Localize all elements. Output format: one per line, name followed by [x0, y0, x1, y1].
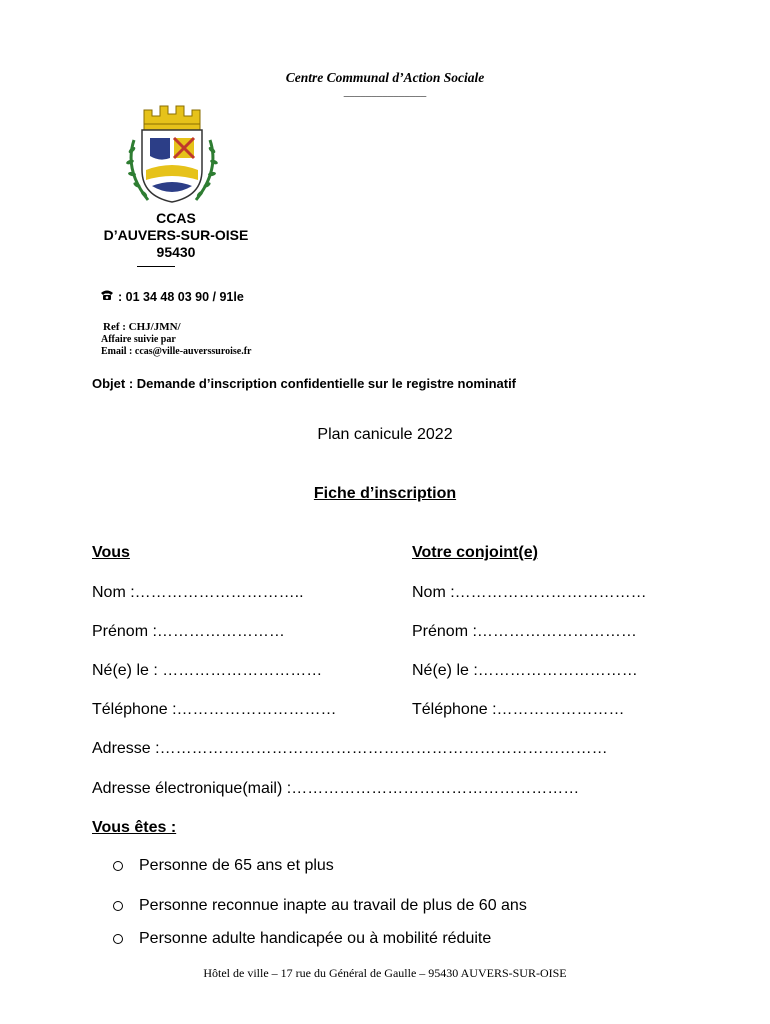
footer-address: Hôtel de ville – 17 rue du Général de Gaulle – 95430 AUVERS-SUR-OISE — [203, 966, 567, 980]
org-postcode: 95430 — [156, 244, 196, 260]
header-rule: _______________ — [343, 86, 427, 98]
org-divider — [137, 266, 175, 267]
vous-etes-heading: Vous êtes : — [92, 819, 177, 836]
email-line: Email : ccas@ville-auverssuroise.fr — [101, 346, 252, 357]
vous-nom-field[interactable]: Nom :………………………….. — [92, 584, 304, 601]
objet-line: Objet : Demande d’inscription confidentielle sur le registre nominatif — [92, 376, 517, 391]
radio-circle-icon[interactable] — [113, 861, 123, 871]
affaire-suivie: Affaire suivie par — [101, 334, 176, 345]
adresse-field[interactable]: Adresse :………………………………………………………………………… — [92, 740, 608, 757]
telephone-icon — [100, 289, 114, 304]
option-inapte-travail[interactable] — [113, 897, 527, 915]
org-name-line1: CCAS — [156, 210, 196, 226]
option-65-ans[interactable] — [113, 857, 334, 875]
radio-circle-icon[interactable] — [113, 934, 123, 944]
option-label: Personne adulte handicapée ou à mobilité réduite — [139, 930, 492, 947]
option-label: Personne reconnue inapte au travail de plus de 60 ans — [139, 897, 527, 914]
conjoint-prenom-field[interactable]: Prénom :………………………… — [412, 623, 637, 640]
phone-number: : 01 34 48 03 90 / 91le — [118, 289, 244, 304]
org-name-line2: D’AUVERS-SUR-OISE — [103, 227, 249, 243]
vous-telephone-field[interactable]: Téléphone :………………………… — [92, 701, 337, 718]
option-handicap[interactable] — [113, 930, 491, 948]
conjoint-nom-field[interactable]: Nom :……………………………… — [412, 584, 647, 601]
conjoint-naissance-field[interactable]: Né(e) le :………………………… — [412, 662, 638, 679]
vous-heading: Vous — [92, 544, 130, 561]
vous-prenom-field[interactable]: Prénom :…………………… — [92, 623, 285, 640]
phone-line — [100, 289, 244, 304]
email-field[interactable]: Adresse électronique(mail) :……………………………………………… — [92, 780, 580, 797]
municipal-crest-icon — [122, 100, 222, 208]
conjoint-heading: Votre conjoint(e) — [412, 544, 538, 561]
plan-title: Plan canicule 2022 — [317, 426, 453, 443]
fiche-title: Fiche d’inscription — [313, 485, 457, 502]
vous-naissance-field[interactable]: Né(e) le : ………………………… — [92, 662, 323, 679]
reference: Ref : CHJ/JMN/ — [103, 321, 181, 333]
radio-circle-icon[interactable] — [113, 901, 123, 911]
header-title: Centre Communal d’Action Sociale — [285, 70, 485, 85]
conjoint-telephone-field[interactable]: Téléphone :…………………… — [412, 701, 625, 718]
option-label: Personne de 65 ans et plus — [139, 857, 334, 874]
